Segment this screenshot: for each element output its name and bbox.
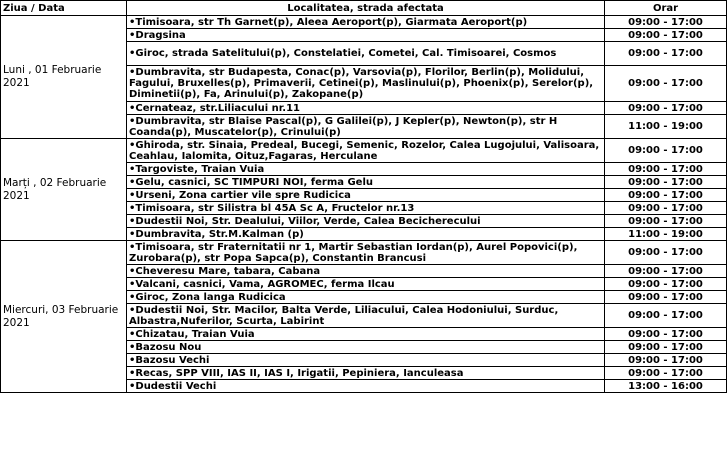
location-cell: •Valcani, casnici, Vama, AGROMEC, ferma Ilcau (127, 278, 605, 291)
table-row (1, 16, 727, 29)
time-cell: 09:00 - 17:00 (605, 304, 727, 328)
location-cell: •Cernateaz, str.Liliacului nr.11 (127, 102, 605, 115)
time-cell: 09:00 - 17:00 (605, 328, 727, 341)
location-cell: •Timisoara, str Th Garnet(p), Aleea Aeroport(p), Giarmata Aeroport(p) (127, 16, 605, 29)
time-cell: 09:00 - 17:00 (605, 367, 727, 380)
location-cell: •Urseni, Zona cartier vile spre Rudicica (127, 189, 605, 202)
header-location: Localitatea, strada afectata (127, 1, 605, 16)
time-cell: 09:00 - 17:00 (605, 354, 727, 367)
time-cell: 09:00 - 17:00 (605, 341, 727, 354)
location-cell: •Bazosu Nou (127, 341, 605, 354)
location-cell: •Dumbravita, Str.M.Kalman (p) (127, 228, 605, 241)
time-cell: 09:00 - 17:00 (605, 202, 727, 215)
table-row (1, 139, 727, 163)
header-schedule: Orar (605, 1, 727, 16)
time-cell: 09:00 - 17:00 (605, 42, 727, 66)
location-cell: •Gelu, casnici, SC TIMPURI NOI, ferma Gelu (127, 176, 605, 189)
table-header-row (1, 1, 727, 16)
location-cell: •Dumbravita, str Blaise Pascal(p), G Galilei(p), J Kepler(p), Newton(p), str H Coanda(p), Muscatelor(p), Crinului(p) (127, 115, 605, 139)
time-cell: 09:00 - 17:00 (605, 215, 727, 228)
table-row (1, 241, 727, 265)
time-cell: 09:00 - 17:00 (605, 29, 727, 42)
location-cell: •Cheveresu Mare, tabara, Cabana (127, 265, 605, 278)
location-cell: •Ghiroda, str. Sinaia, Predeal, Bucegi, Semenic, Rozelor, Calea Lugojului, Valisoara, Ceahlau, Ialomita, Oituz,Fagaras, Herculane (127, 139, 605, 163)
time-cell: 09:00 - 17:00 (605, 278, 727, 291)
time-cell: 09:00 - 17:00 (605, 265, 727, 278)
time-cell: 09:00 - 17:00 (605, 16, 727, 29)
header-day: Ziua / Data (1, 1, 127, 16)
time-cell: 09:00 - 17:00 (605, 176, 727, 189)
time-cell: 09:00 - 17:00 (605, 241, 727, 265)
location-cell: •Timisoara, str Silistra bl 45A Sc A, Fructelor nr.13 (127, 202, 605, 215)
location-cell: •Dudestii Noi, Str. Macilor, Balta Verde, Liliacului, Calea Hodoniului, Surduc, Albastra,Nuferilor, Scurta, Labirint (127, 304, 605, 328)
time-cell: 09:00 - 17:00 (605, 66, 727, 102)
time-cell: 13:00 - 16:00 (605, 380, 727, 393)
location-cell: •Dudestii Vechi (127, 380, 605, 393)
location-cell: •Timisoara, str Fraternitatii nr 1, Martir Sebastian Iordan(p), Aurel Popovici(p), Zurobara(p), str Popa Sapca(p), Constantin Brancusi (127, 241, 605, 265)
time-cell: 11:00 - 19:00 (605, 115, 727, 139)
location-cell: •Dragsina (127, 29, 605, 42)
day-cell: Marți , 02 Februarie 2021 (1, 139, 127, 241)
location-cell: •Recas, SPP VIII, IAS II, IAS I, Irigatii, Pepiniera, Ianculeasa (127, 367, 605, 380)
time-cell: 11:00 - 19:00 (605, 228, 727, 241)
location-cell: •Giroc, strada Satelitului(p), Constelatiei, Cometei, Cal. Timisoarei, Cosmos (127, 42, 605, 66)
location-cell: •Chizatau, Traian Vuia (127, 328, 605, 341)
location-cell: •Dudestii Noi, Str. Dealului, Viilor, Verde, Calea Becicherecului (127, 215, 605, 228)
location-cell: •Targoviste, Traian Vuia (127, 163, 605, 176)
location-cell: •Dumbravita, str Budapesta, Conac(p), Varsovia(p), Florilor, Berlin(p), Molidului, Fagului, Bruxelles(p), Primaverii, Cetinei(p), Maslinului(p), Phoenix(p), Serelor(p), Diminetii(p), Fa, Arinului(p), Zakopane(p) (127, 66, 605, 102)
time-cell: 09:00 - 17:00 (605, 291, 727, 304)
day-cell: Miercuri, 03 Februarie 2021 (1, 241, 127, 393)
location-cell: •Bazosu Vechi (127, 354, 605, 367)
time-cell: 09:00 - 17:00 (605, 163, 727, 176)
time-cell: 09:00 - 17:00 (605, 189, 727, 202)
time-cell: 09:00 - 17:00 (605, 102, 727, 115)
time-cell: 09:00 - 17:00 (605, 139, 727, 163)
location-cell: •Giroc, Zona langa Rudicica (127, 291, 605, 304)
day-cell: Luni , 01 Februarie 2021 (1, 16, 127, 139)
